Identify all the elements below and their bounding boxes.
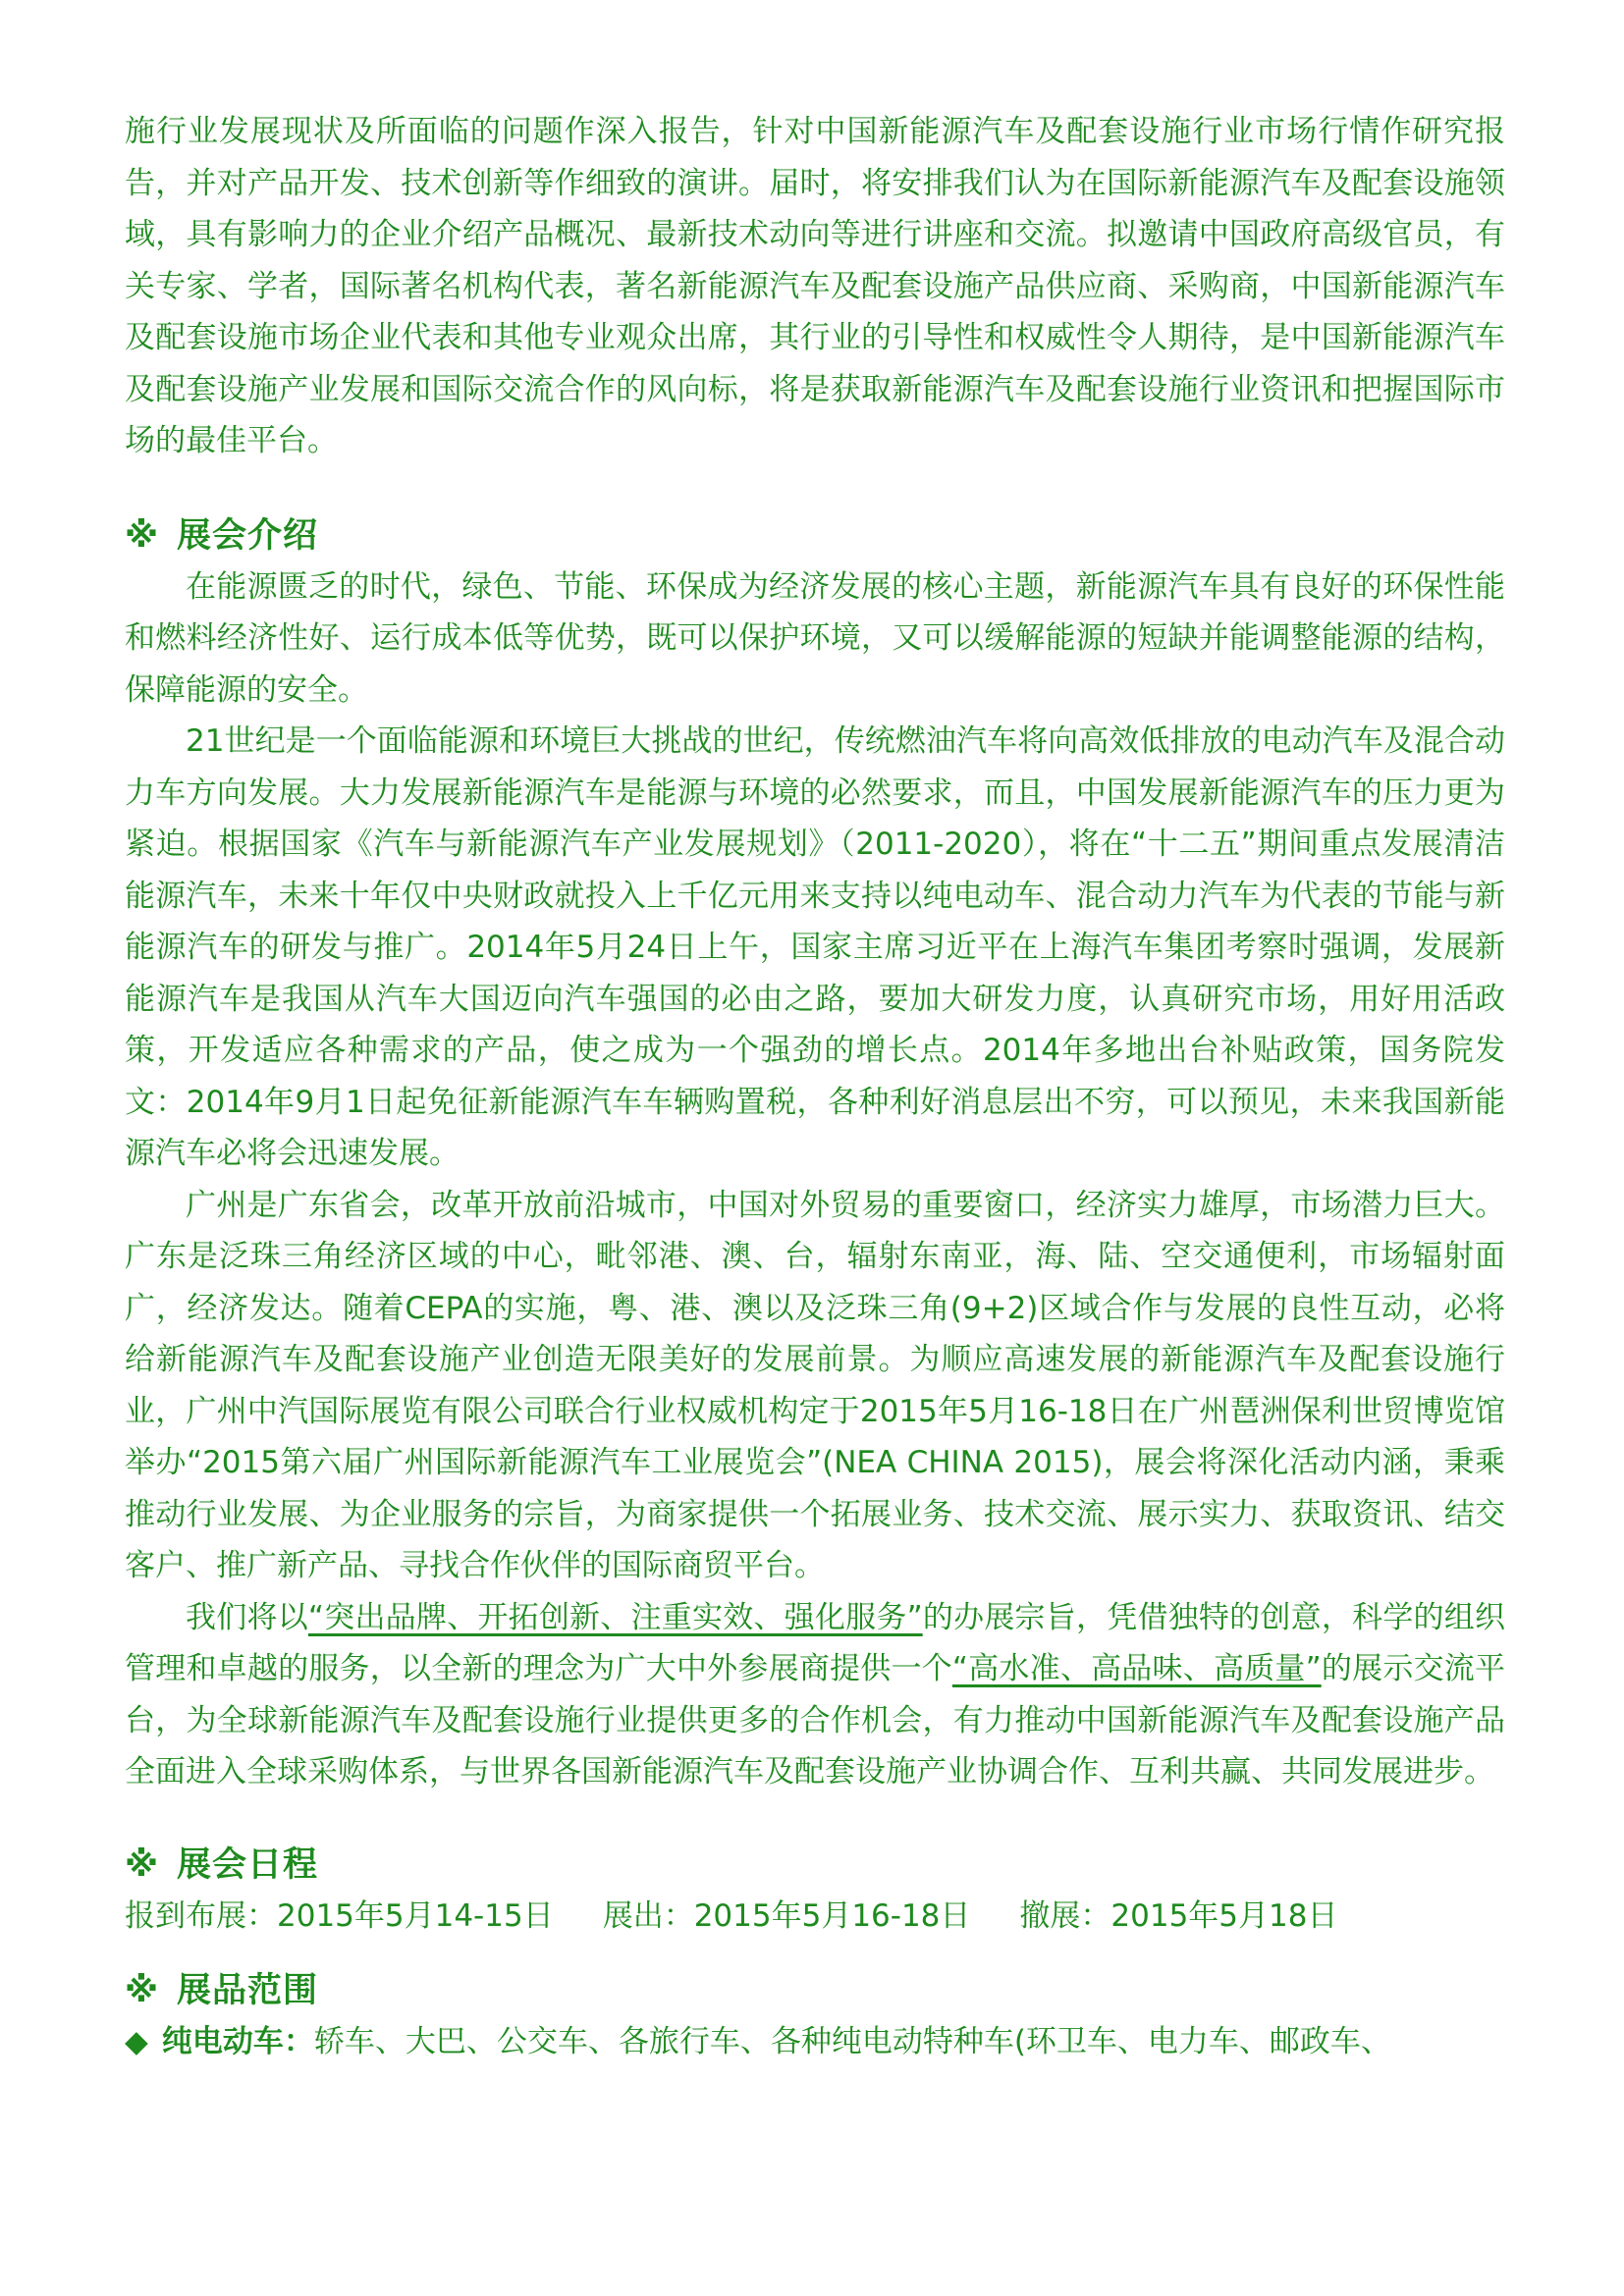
section-heading-exhibition-intro xyxy=(125,510,1505,561)
underlined-slogan: “高水准、高品味、高质量” xyxy=(951,1651,1322,1686)
reference-mark-icon: ※ xyxy=(125,1971,160,2010)
schedule-teardown: 撤展：2015年5月18日 xyxy=(1019,1897,1338,1934)
section-title: 展品范围 xyxy=(177,1971,319,2010)
paragraph-text: 的办展宗旨，凭借独特的创意，科学的组织管理和卓越的服务，以全新的理念为广大中外参展商提供一个 xyxy=(125,1599,1506,1686)
reference-mark-icon: ※ xyxy=(125,515,160,556)
intro-paragraph: 施行业发展现状及所面临的问题作深入报告，针对中国新能源汽车及配套设施行业市场行情作研究报告，并对产品开发、技术创新等作细致的演讲。届时，将安排我们认为在国际新能源汽车及配套设施领域，具有影响力的企业介绍产品概况、最新技术动向等进行讲座和交流。拟邀请中国政府高级官员，有关专家、学者，国际著名机构代表，著名新能源汽车及配套设施产品供应商、采购商，中国新能源汽车及配套设施市场企业代表和其他专业观众出席，其行业的引导性和权威性令人期待，是中国新能源汽车及配套设施产业发展和国际交流合作的风向标，将是获取新能源汽车及配套设施行业资讯和把握国际市场的最佳平台。 xyxy=(125,114,1505,458)
underlined-slogan: “突出品牌、开拓创新、注重实效、强化服务” xyxy=(307,1599,923,1635)
intro-paragraph-1: 在能源匮乏的时代，绿色、节能、环保成为经济发展的核心主题，新能源汽车具有良好的环保性能和燃料经济性好、运行成本低等优势，既可以保护环境，又可以缓解能源的短缺并能调整能源的结构，保障能源的安全。 xyxy=(125,568,1505,708)
intro-paragraph-4 xyxy=(125,1592,1505,1798)
section-heading-schedule xyxy=(125,1840,1505,1891)
schedule-line xyxy=(125,1891,1505,1943)
reference-mark-icon: ※ xyxy=(125,1844,160,1885)
document-page xyxy=(125,106,1505,2068)
scope-item-term: 纯电动车： xyxy=(161,2024,314,2059)
paragraph-text: 我们将以 xyxy=(186,1599,308,1635)
intro-paragraph-2: 21世纪是一个面临能源和环境巨大挑战的世纪，传统燃油汽车将向高效低排放的电动汽车及混合动力车方向发展。大力发展新能源汽车是能源与环境的必然要求，而且，中国发展新能源汽车的压力更为紧迫。根据国家《汽车与新能源汽车产业发展规划》（2011-2020），将在“十二五”期间重点发展清洁能源汽车，未来十年仅中央财政就投入上千亿元用来支持以纯电动车、混合动力汽车为代表的节能与新能源汽车的研发与推广。2014年5月24日上午，国家主席习近平在上海汽车集团考察时强调，发展新能源汽车是我国从汽车大国迈向汽车强国的必由之路，要加大研发力度，认真研究市场，用好用活政策，开发适应各种需求的产品，使之成为一个强劲的增长点。2014年多地出台补贴政策，国务院发文：2014年9月1日起免征新能源汽车车辆购置税，各种利好消息层出不穷，可以预见，未来我国新能源汽车必将会迅速发展。 xyxy=(125,723,1505,1171)
schedule-show: 展出：2015年5月16-18日 xyxy=(602,1897,971,1934)
scope-item-text: 轿车、大巴、公交车、各旅行车、各种纯电动特种车(环卫车、电力车、邮政车、 xyxy=(313,2024,1391,2059)
section-title: 展会日程 xyxy=(177,1844,319,1885)
paragraph-text: 的展示交流平台，为全球新能源汽车及配套设施行业提供更多的合作机会，有力推动中国新能源汽车及配套设施产品全面进入全球采购体系，与世界各国新能源汽车及配套设施产业协调合作、互利共赢、共同发展进步。 xyxy=(125,1651,1506,1789)
schedule-checkin: 报到布展：2015年5月14-15日 xyxy=(125,1897,554,1934)
intro-paragraph-3: 广州是广东省会，改革开放前沿城市，中国对外贸易的重要窗口，经济实力雄厚，市场潜力巨大。广东是泛珠三角经济区域的中心，毗邻港、澳、台，辐射东南亚，海、陆、空交通便利，市场辐射面广，经济发达。随着CEPA的实施，粤、港、澳以及泛珠三角(9+2)区域合作与发展的良性互动，必将给新能源汽车及配套设施产业创造无限美好的发展前景。为顺应高速发展的新能源汽车及配套设施行业，广州中汽国际展览有限公司联合行业权威机构定于2015年5月16-18日在广州琶洲保利世贸博览馆举办“2015第六届广州国际新能源汽车工业展览会”(NEA CHINA 2015)，展会将深化活动内涵，秉乘推动行业发展、为企业服务的宗旨，为商家提供一个拓展业务、技术交流、展示实力、获取资讯、结交客户、推广新产品、寻找合作伙伴的国际商贸平台。 xyxy=(125,1187,1505,1583)
diamond-bullet-icon: ◆ xyxy=(125,2024,148,2059)
section-title: 展会介绍 xyxy=(177,515,319,556)
section-heading-scope xyxy=(125,1965,1505,2016)
scope-item xyxy=(125,2016,1505,2068)
